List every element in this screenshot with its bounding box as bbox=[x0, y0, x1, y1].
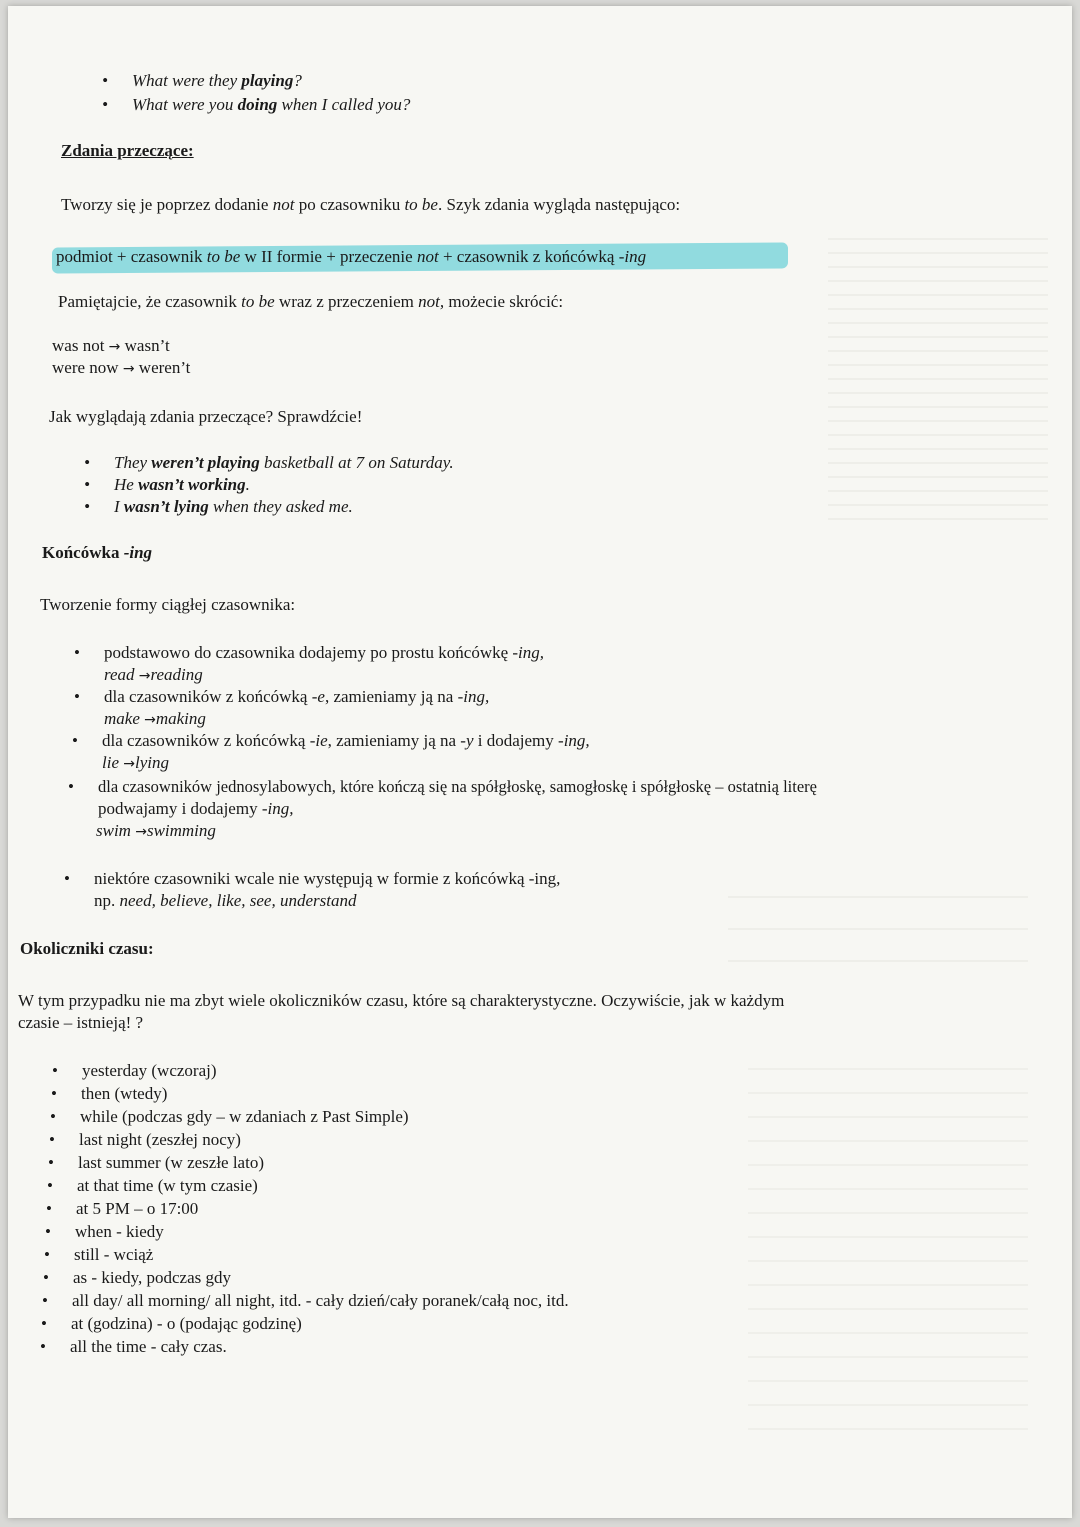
section-heading-adverbs: Okoliczniki czasu: bbox=[20, 939, 154, 958]
contraction-were: were now → weren’t bbox=[52, 358, 191, 377]
adverb-item: • all day/ all morning/ all night, itd. - cały dzień/cały poranek/całą noc, itd. bbox=[72, 1290, 569, 1312]
section-heading-negative: Zdania przeczące: bbox=[61, 141, 194, 160]
adverb-item: • yesterday (wczoraj) bbox=[82, 1060, 217, 1082]
adverb-item: • last night (zeszłej nocy) bbox=[79, 1129, 241, 1151]
adverb-item: • at (godzina) - o (podając godzinę) bbox=[71, 1313, 302, 1335]
question-example: • What were they playing? bbox=[132, 70, 302, 92]
show-through-text bbox=[828, 226, 1048, 526]
adverb-item: • as - kiedy, podczas gdy bbox=[73, 1267, 231, 1289]
ing-rule: • dla czasowników z końcówką -e, zamieniamy ją na -ing, bbox=[104, 686, 489, 708]
adverb-item: • still - wciąż bbox=[74, 1244, 153, 1266]
adverb-item: • while (podczas gdy – w zdaniach z Past Simple) bbox=[80, 1106, 409, 1128]
arrow-right-icon: → bbox=[108, 339, 121, 355]
negative-formula: podmiot + czasownik to be w II formie + przeczenie not + czasownik z końcówką -ing bbox=[56, 247, 647, 266]
arrow-right-icon: → bbox=[122, 361, 135, 377]
scanned-page bbox=[8, 6, 1072, 1518]
arrow-right-icon: → bbox=[135, 824, 147, 840]
show-through-text bbox=[728, 866, 1028, 986]
ing-rule: • podstawowo do czasownika dodajemy po prostu końcówkę -ing, bbox=[104, 642, 544, 664]
ing-rule-example: make →making bbox=[104, 709, 206, 728]
adverbs-intro-continuation: czasie – istnieją! ? bbox=[18, 1013, 144, 1032]
negative-example: • They weren’t playing basketball at 7 on Saturday. bbox=[114, 452, 454, 474]
negative-check: Jak wyglądają zdania przeczące? Sprawdźcie! bbox=[49, 407, 363, 426]
arrow-right-icon: → bbox=[123, 756, 135, 772]
ing-rule: • dla czasowników jednosylabowych, które kończą się na spółgłoskę, samogłoskę i spółgłoskę – ostatnią literę bbox=[98, 776, 817, 798]
adverb-item: • when - kiedy bbox=[75, 1221, 164, 1243]
ing-rule-example: swim →swimming bbox=[96, 821, 216, 840]
contraction-note: Pamiętajcie, że czasownik to be wraz z przeczeniem not, możecie skrócić: bbox=[58, 292, 564, 311]
contraction-was: was not → wasn’t bbox=[52, 336, 170, 355]
ing-rule-example: read →reading bbox=[104, 665, 203, 684]
ing-exception: • niektóre czasowniki wcale nie występują w formie z końcówką -ing, bbox=[94, 868, 560, 890]
ing-rule: • dla czasowników z końcówką -ie, zamieniamy ją na -y i dodajemy -ing, bbox=[102, 730, 590, 752]
negative-example: • I wasn’t lying when they asked me. bbox=[114, 496, 353, 518]
show-through-text bbox=[748, 1046, 1028, 1446]
adverb-item: • at that time (w tym czasie) bbox=[77, 1175, 258, 1197]
adverb-item: • all the time - cały czas. bbox=[70, 1336, 227, 1358]
adverb-item: • then (wtedy) bbox=[81, 1083, 167, 1105]
adverb-item: • at 5 PM – o 17:00 bbox=[76, 1198, 198, 1220]
section-heading-ing: Końcówka -ing bbox=[42, 543, 153, 562]
negative-intro: Tworzy się je poprzez dodanie not po czasowniku to be. Szyk zdania wygląda następująco: bbox=[61, 195, 681, 214]
ing-exception-examples: np. need, believe, like, see, understand bbox=[94, 891, 357, 910]
arrow-right-icon: → bbox=[144, 712, 156, 728]
ing-intro: Tworzenie formy ciągłej czasownika: bbox=[40, 595, 296, 614]
adverbs-intro: W tym przypadku nie ma zbyt wiele okoliczników czasu, które są charakterystyczne. Oczywiście, jak w każdym bbox=[18, 991, 785, 1010]
arrow-right-icon: → bbox=[138, 668, 151, 684]
question-example: • What were you doing when I called you? bbox=[132, 94, 410, 116]
negative-example: • He wasn’t working. bbox=[114, 474, 250, 496]
adverb-item: • last summer (w zeszłe lato) bbox=[78, 1152, 264, 1174]
ing-rule-continuation: podwajamy i dodajemy -ing, bbox=[98, 799, 294, 818]
ing-rule-example: lie →lying bbox=[102, 753, 169, 772]
